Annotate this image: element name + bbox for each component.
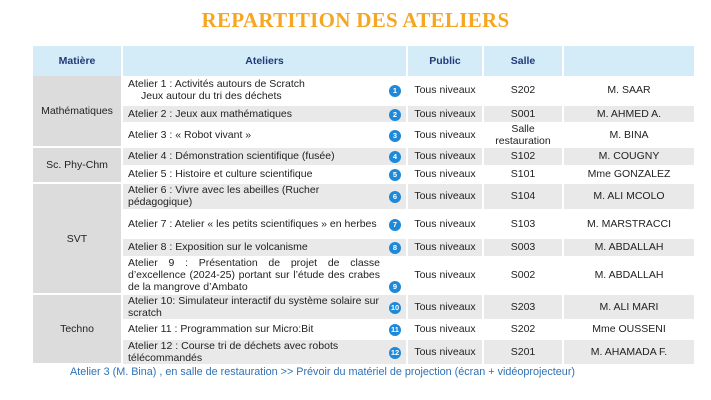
table-header-row — [33, 46, 695, 76]
atelier-title: Atelier 5 : Histoire et culture scientifique — [128, 168, 313, 180]
intervenant-cell: M. ALI MARI — [563, 294, 695, 319]
header-intervenant — [563, 46, 695, 76]
atelier-cell — [122, 147, 407, 165]
atelier-title: Atelier 3 : « Robot vivant » — [128, 128, 252, 141]
public-cell: Tous niveaux — [407, 319, 483, 339]
atelier-cell — [122, 339, 407, 364]
table-row — [33, 165, 695, 183]
intervenant-cell: M. MARSTRACCI — [563, 209, 695, 238]
footnote: Atelier 3 (M. Bina) , en salle de restauration >> Prévoir du matériel de projection (écran + vidéoprojecteur) — [70, 366, 576, 378]
subject-techno: Techno — [33, 294, 122, 364]
table-row — [33, 147, 695, 165]
header-ateliers: Ateliers — [122, 46, 407, 76]
subject-sc-phy-chm: Sc. Phy-Chm — [33, 147, 122, 183]
table-row — [33, 238, 695, 256]
intervenant-cell: M. ALI MCOLO — [563, 183, 695, 209]
number-badge: 5 — [389, 169, 401, 181]
atelier-cell — [122, 183, 407, 209]
subject-mathematiques: Mathématiques — [33, 76, 122, 147]
salle-cell: S002 — [483, 256, 563, 294]
atelier-title: Atelier 10: Simulateur interactif du système solaire sur scratch — [128, 294, 379, 319]
atelier-title: Atelier 9 : Présentation de projet de classe d’excellence (2024-25) portant sur l’étude des crabes de la mangrove d’Ambato — [128, 257, 380, 293]
subject-svt: SVT — [33, 183, 122, 294]
salle-cell: S101 — [483, 165, 563, 183]
table-row — [33, 339, 695, 364]
intervenant-cell: M. SAAR — [563, 76, 695, 105]
atelier-cell — [122, 256, 407, 294]
salle-cell: S202 — [483, 76, 563, 105]
table-row — [33, 209, 695, 238]
ateliers-table — [33, 46, 696, 365]
intervenant-cell: M. ABDALLAH — [563, 238, 695, 256]
atelier-title: Atelier 4 : Démonstration scientifique (fusée) — [128, 150, 335, 162]
public-cell: Tous niveaux — [407, 105, 483, 122]
public-cell: Tous niveaux — [407, 238, 483, 256]
salle-cell: S103 — [483, 209, 563, 238]
number-badge: 2 — [389, 109, 401, 121]
atelier-title: Atelier 6 : Vivre avec les abeilles (Rucher pédagogique) — [128, 184, 320, 208]
number-badge: 12 — [390, 347, 400, 357]
number-badge: 8 — [389, 242, 401, 254]
number-badge: 10 — [390, 302, 400, 312]
public-cell: Tous niveaux — [407, 339, 483, 364]
salle-cell: S001 — [483, 105, 563, 122]
public-cell: Tous niveaux — [407, 147, 483, 165]
atelier-cell — [122, 319, 407, 339]
table-row — [33, 122, 695, 147]
intervenant-cell: M. ABDALLAH — [563, 256, 695, 294]
intervenant-cell: M. BINA — [563, 122, 695, 147]
table-row — [33, 183, 695, 209]
salle-cell: S003 — [483, 238, 563, 256]
atelier-title: Atelier 12 : Course tri de déchets avec robots télécommandés — [128, 339, 339, 364]
public-cell: Tous niveaux — [407, 183, 483, 209]
number-badge: 9 — [389, 281, 401, 293]
table-row — [33, 256, 695, 294]
number-badge: 1 — [389, 85, 401, 97]
number-badge: 11 — [389, 324, 401, 336]
intervenant-cell: Mme OUSSENI — [563, 319, 695, 339]
intervenant-cell: Mme GONZALEZ — [563, 165, 695, 183]
salle-cell: S202 — [483, 319, 563, 339]
public-cell: Tous niveaux — [407, 76, 483, 105]
public-cell: Tous niveaux — [407, 122, 483, 147]
salle-cell: S102 — [483, 147, 563, 165]
public-cell: Tous niveaux — [407, 209, 483, 238]
page-title: REPARTITION DES ATELIERS — [201, 8, 510, 32]
salle-cell: Salle restauration — [483, 122, 563, 147]
atelier-title: Atelier 11 : Programmation sur Micro:Bit — [128, 323, 314, 335]
atelier-title: Atelier 8 : Exposition sur le volcanisme — [128, 241, 308, 253]
salle-cell: S203 — [483, 294, 563, 319]
atelier-title: Atelier 1 : Activités autours de Scratch — [128, 78, 305, 91]
atelier-cell — [122, 76, 407, 105]
header-public: Public — [407, 46, 483, 76]
public-cell: Tous niveaux — [407, 165, 483, 183]
number-badge: 7 — [389, 219, 401, 231]
atelier-cell — [122, 122, 407, 147]
atelier-subtitle: Jeux autour du tri des déchets — [141, 90, 282, 103]
number-badge: 3 — [389, 130, 401, 142]
atelier-cell — [122, 294, 407, 319]
atelier-cell — [122, 165, 407, 183]
table-row — [33, 105, 695, 122]
salle-cell: S104 — [483, 183, 563, 209]
intervenant-cell: M. COUGNY — [563, 147, 695, 165]
atelier-cell — [122, 105, 407, 122]
public-cell: Tous niveaux — [407, 256, 483, 294]
header-salle: Salle — [483, 46, 563, 76]
header-matiere: Matière — [33, 46, 122, 76]
atelier-title: Atelier 7 : Atelier « les petits scientifiques » en herbes — [128, 217, 377, 230]
table-row — [33, 319, 695, 339]
table-row — [33, 294, 695, 319]
public-cell: Tous niveaux — [407, 294, 483, 319]
number-badge: 4 — [389, 151, 401, 163]
atelier-cell — [122, 209, 407, 238]
atelier-title: Atelier 2 : Jeux aux mathématiques — [128, 107, 293, 120]
salle-cell: S201 — [483, 339, 563, 364]
atelier-cell — [122, 238, 407, 256]
intervenant-cell: M. AHAMADA F. — [563, 339, 695, 364]
table-row — [33, 76, 695, 105]
number-badge: 6 — [389, 191, 401, 203]
intervenant-cell: M. AHMED A. — [563, 105, 695, 122]
